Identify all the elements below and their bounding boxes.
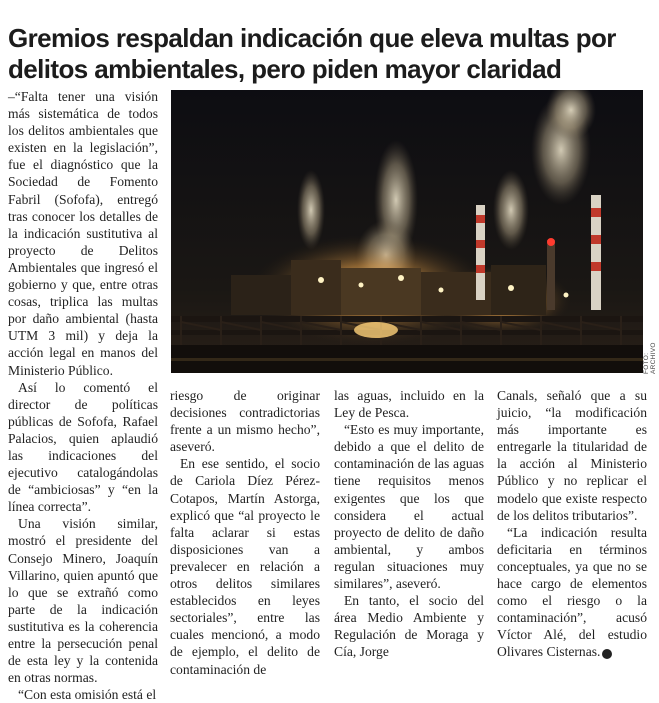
paragraph: Una visión similar, mostró el presidente del Consejo Minero, Joaquín Villarino, quien apuntó que lo que se extrañó como parte de la indicación sustitutiva es la coherencia entre la persecución penal de esta ley y la contenida en otras normas. [8, 516, 158, 686]
end-mark-icon: P [602, 649, 612, 659]
paragraph: Así lo comentó el director de políticas públicas de Sofofa, Rafael Palacios, quien aplaudió las indicaciones del ejecutivo catalogándolas de “ambiciosas” y “en la línea correcta”. [8, 379, 158, 515]
paragraph: –“Falta tener una visión más sistemática de todos los delitos ambientales que existen en la legislación”, fue el diagnóstico que la Sociedad de Fomento Fabril (Sofofa), entregó tras conocer los detalles de la indicación sustitutiva al proyecto de Delitos Ambientales que ingresó el gobierno y que, entre otras cosas, triplica las multas por daño ambiental (hasta UTM 3 mil) y deja la acción legal en manos del Ministerio Público. [8, 89, 158, 378]
paragraph: “Con esta omisión está el [18, 687, 157, 703]
column-4 [497, 387, 647, 661]
paragraph: las aguas, incluido en la Ley de Pesca. [334, 388, 484, 421]
column-1 [8, 88, 158, 703]
industrial-plant-photo [171, 90, 643, 373]
paragraph: En tanto, el socio del área Medio Ambiente y Regulación de Moraga y Cía, Jorge [334, 593, 484, 660]
paragraph: “Esto es muy importante, debido a que el delito de contaminación de las aguas tiene requisitos menos exigentes que los que considera el actual proyecto de delito de daño ambiental, y ambos regulan situaciones muy similares”, aseveró. [334, 422, 484, 592]
paragraph-text: “La indicación resulta deficitaria en términos conceptuales, ya que no se hace cargo de elementos como el riesgo o la contaminación”, acusó Víctor Alé, del estudio Olivares Cisternas. [497, 524, 647, 660]
paragraph: Canals, señaló que a su juicio, “la modificación más importante es entregarle la titularidad de la acción al Ministerio Público y no replicar el modelo que existe respecto de los delitos tributarios”. [497, 388, 647, 523]
paragraph: riesgo de originar decisiones contradictorias frente a un mismo hecho”, aseveró. [170, 388, 320, 455]
column-3 [334, 387, 484, 661]
column-2 [170, 387, 320, 678]
headline: Gremios respaldan indicación que eleva multas por delitos ambientales, pero piden mayor claridad [8, 23, 616, 85]
photo-credit: FOTO: ARCHIVO [643, 342, 657, 374]
paragraph: En ese sentido, el socio de Cariola Díez Pérez-Cotapos, Martín Astorga, explicó que “al proyecto le falta aclarar si estas disposiciones van a prevalecer en relación a otros delitos similares establecidos en leyes sectoriales”, entre las cuales mencionó, a modo de ejemplo, el delito de contaminación de [170, 456, 320, 677]
paragraph [497, 524, 647, 661]
